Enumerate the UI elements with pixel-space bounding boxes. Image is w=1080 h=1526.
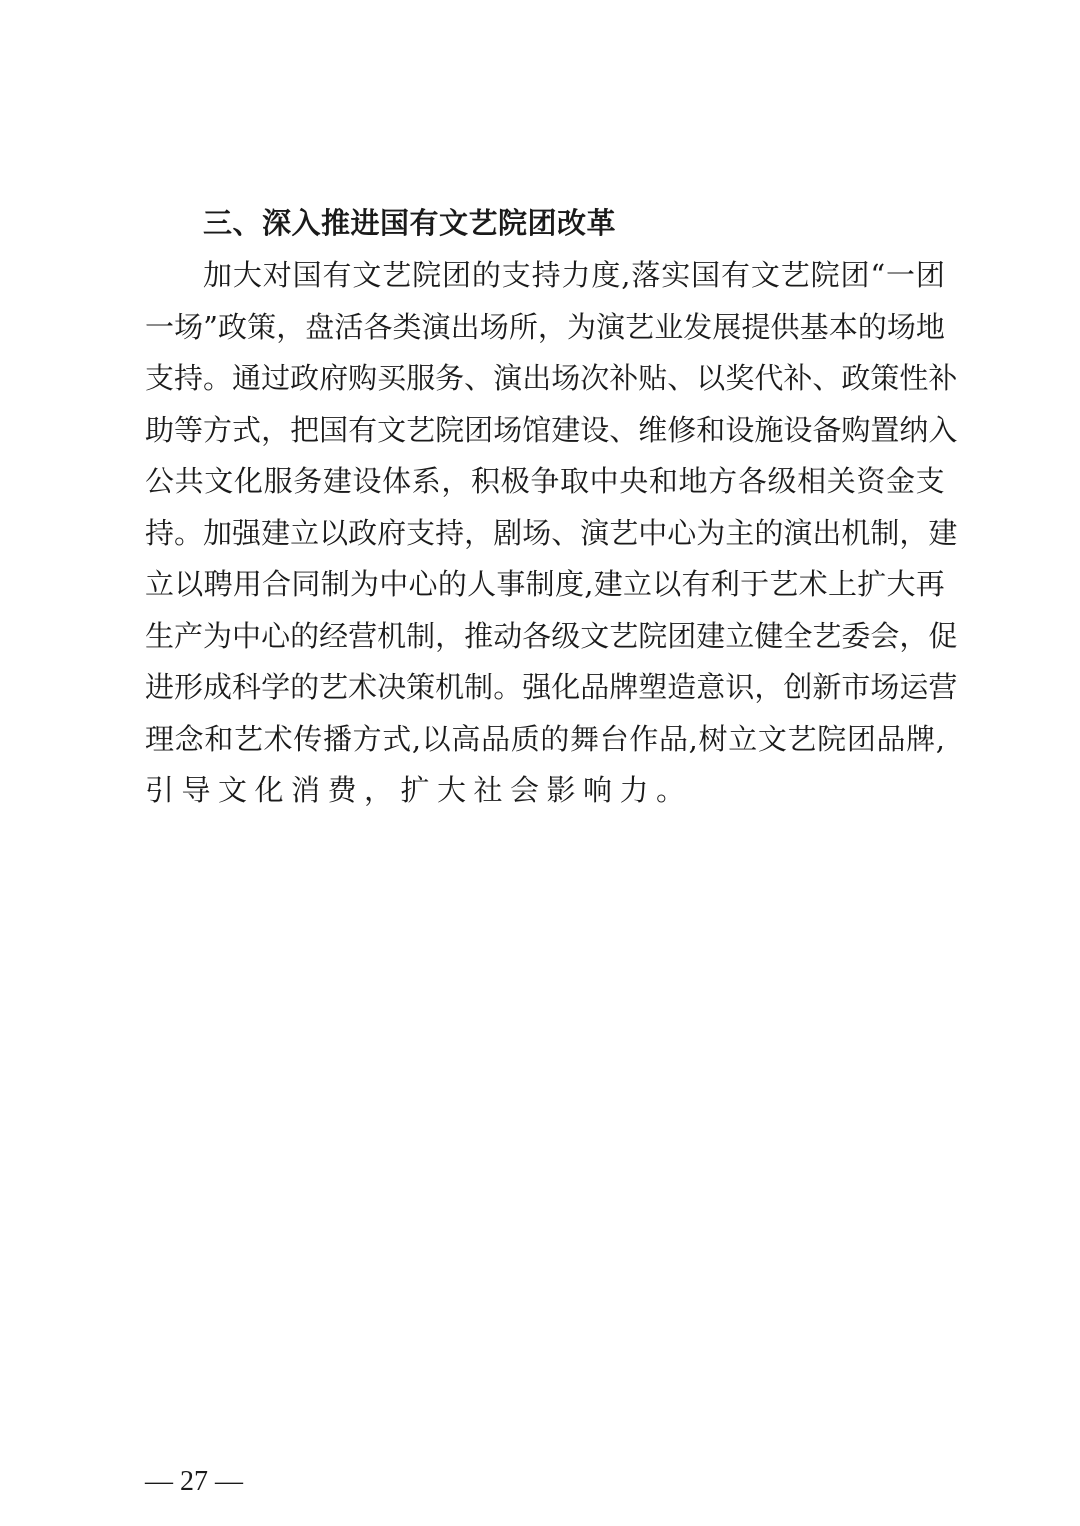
paragraph-line: 理 念 和 艺 术 传 播 方 式 , 以 高 品 质 的 舞 台 作 品 , 树 立 文 艺 院 团 品 牌 , xyxy=(145,721,945,756)
paragraph-line: 持 。 加 强 建 立 以 政 府 支 持 ， 剧 场 、 演 艺 中 心 为 主 的 演 出 机 制 ， 建 xyxy=(145,515,958,550)
paragraph-line: 加 大 对 国 有 文 艺 院 团 的 支 持 力 度 , 落 实 国 有 文 艺 院 团 “ 一 团 xyxy=(203,258,945,292)
section-heading: 三、深入推进国有文艺院团改革 xyxy=(203,206,617,240)
body-paragraph xyxy=(145,250,958,817)
paragraph-line: 公 共 文 化 服 务 建 设 体 系 ， 积 极 争 取 中 央 和 地 方 各 级 相 关 资 金 支 xyxy=(145,464,945,498)
paragraph-line: 支 持 。 通 过 政 府 购 买 服 务 、 演 出 场 次 补 贴 、 以 奖 代 补 、 政 策 性 补 xyxy=(145,361,958,395)
paragraph-line: 助 等 方 式 ， 把 国 有 文 艺 院 团 场 馆 建 设 、 维 修 和 设 施 设 备 购 置 纳 入 xyxy=(145,412,958,447)
paragraph-line: 一 场 ” 政 策 ， 盘 活 各 类 演 出 场 所 ， 为 演 艺 业 发 展 提 供 基 本 的 场 地 xyxy=(145,309,945,344)
paragraph-line: 生 产 为 中 心 的 经 营 机 制 ， 推 动 各 级 文 艺 院 团 建 立 健 全 艺 委 会 ， 促 xyxy=(145,618,958,653)
paragraph-line: 引导文化消费，扩大社会影响力。 xyxy=(145,773,693,807)
paragraph-line: 进 形 成 科 学 的 艺 术 决 策 机 制 。 强 化 品 牌 塑 造 意 识 ， 创 新 市 场 运 营 xyxy=(145,670,958,704)
page-number: — 27 — xyxy=(145,1466,243,1497)
paragraph-line: 立 以 聘 用 合 同 制 为 中 心 的 人 事 制 度 , 建 立 以 有 利 于 艺 术 上 扩 大 再 xyxy=(145,567,945,601)
